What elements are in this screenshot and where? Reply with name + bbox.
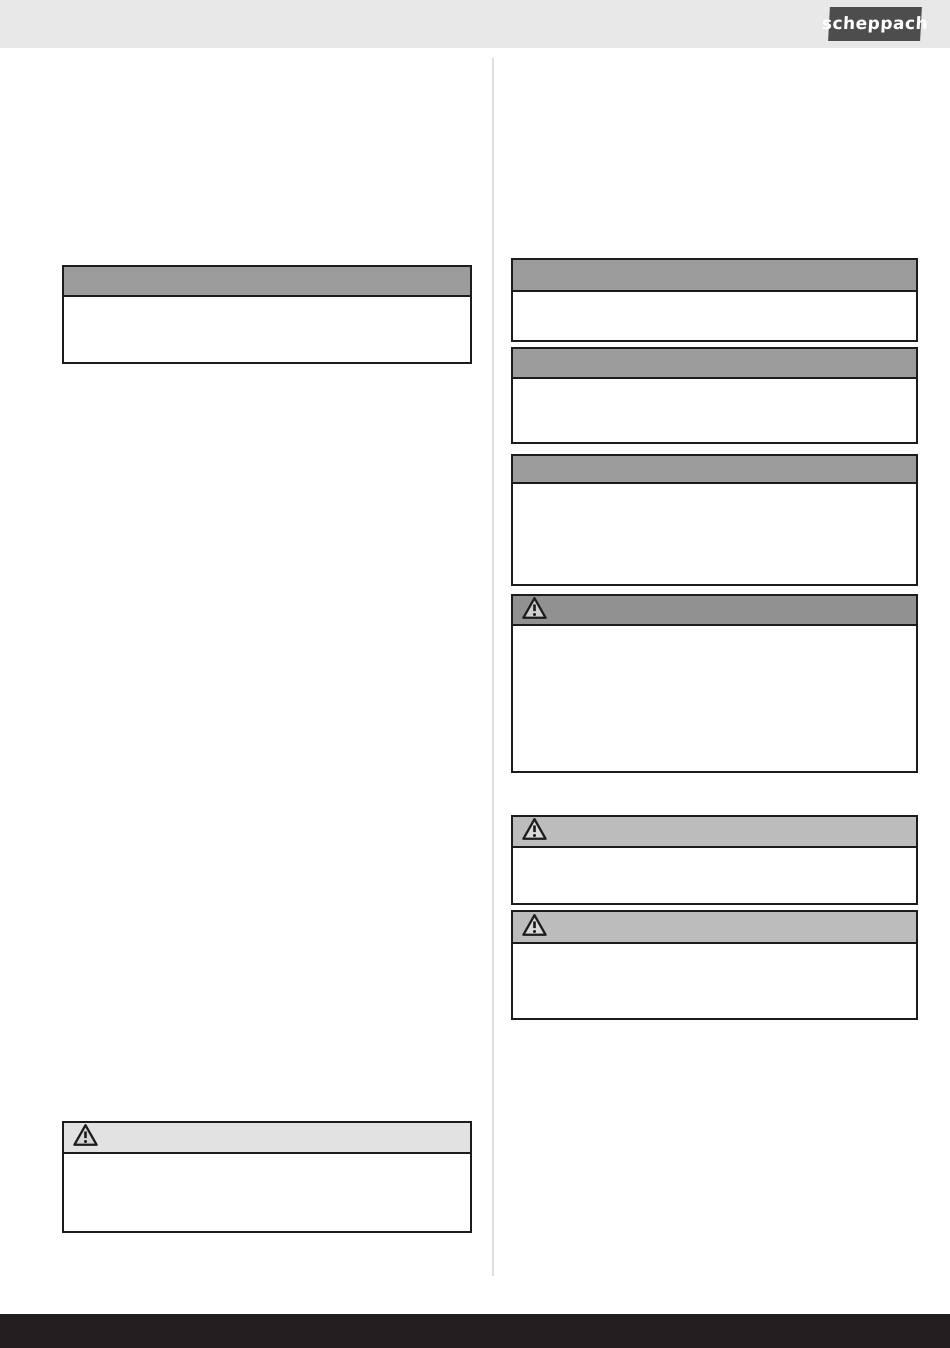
top-bar xyxy=(0,0,950,48)
notice-box xyxy=(511,258,918,342)
footer-bar xyxy=(0,1314,950,1348)
warning-triangle-icon xyxy=(521,817,548,846)
column-divider xyxy=(492,58,494,1276)
warning-box-header xyxy=(513,596,916,626)
scheppach-logo xyxy=(821,7,929,41)
brand-logo-text: scheppach xyxy=(821,14,929,34)
warning-box xyxy=(511,594,918,773)
warning-box xyxy=(511,815,918,905)
warning-box-body xyxy=(513,626,916,771)
warning-box-body xyxy=(513,848,916,903)
notice-box xyxy=(511,347,918,444)
warning-box-header xyxy=(513,912,916,944)
warning-box-header xyxy=(513,817,916,848)
notice-box-body xyxy=(513,379,916,442)
warning-box xyxy=(511,910,918,1020)
notice-box-body xyxy=(513,484,916,584)
notice-box-header xyxy=(513,349,916,379)
warning-triangle-icon xyxy=(72,1123,99,1152)
notice-box-header xyxy=(64,267,470,297)
notice-box xyxy=(511,454,918,586)
notice-box-body xyxy=(64,297,470,362)
notice-box-header xyxy=(513,456,916,484)
warning-box-body xyxy=(513,944,916,1018)
warning-box-header xyxy=(64,1123,470,1154)
warning-triangle-icon xyxy=(521,596,548,625)
warning-box xyxy=(62,1121,472,1233)
notice-box xyxy=(62,265,472,364)
notice-box-body xyxy=(513,292,916,340)
warning-triangle-icon xyxy=(521,913,548,942)
warning-box-body xyxy=(64,1154,470,1231)
notice-box-header xyxy=(513,260,916,292)
